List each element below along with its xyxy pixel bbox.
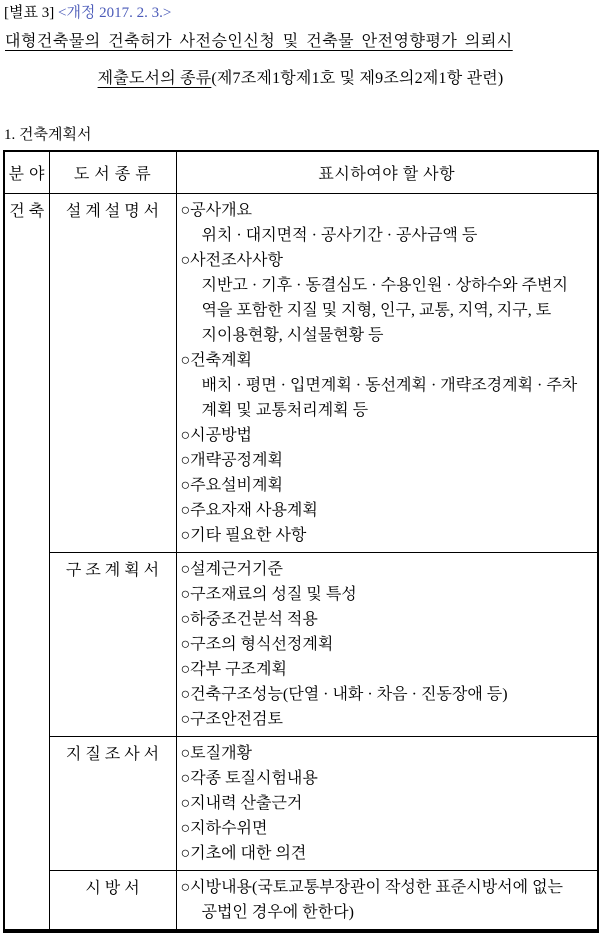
document-table: [3, 150, 599, 933]
table-row: [4, 870, 598, 931]
circle-bullet-icon: ○: [180, 251, 191, 269]
required-items-cell: [176, 870, 598, 931]
circle-bullet-icon: ○: [180, 526, 191, 544]
column-header-required-items: 표시하여야 할 사항: [176, 151, 598, 193]
section-label: 1. 건축계획서: [4, 127, 92, 143]
item-continuation-line: 공법인 경우에 한한다): [201, 903, 354, 921]
table-header-row: [4, 151, 598, 193]
circle-bullet-icon: ○: [180, 585, 191, 603]
document-title-line1: [5, 31, 598, 53]
item-line: ○사전조사사항: [180, 251, 283, 269]
item-line: ○공사개요: [180, 201, 252, 219]
doc-type-cell: 시 방 서: [49, 870, 176, 931]
document-page: [3, 4, 598, 933]
circle-bullet-icon: ○: [180, 426, 191, 444]
annex-label: [별표 3]: [4, 5, 58, 21]
title-line2-reference: (제7조제1항제1호 및 제9조의2제1항 관련): [211, 70, 504, 87]
doc-type-cell: 지 질 조 사 서: [49, 736, 176, 870]
column-header-doc-type: 도 서 종 류: [49, 151, 176, 193]
circle-bullet-icon: ○: [180, 769, 191, 787]
doc-type-cell: 설 계 설 명 서: [49, 193, 176, 552]
circle-bullet-icon: ○: [180, 610, 191, 628]
table-row: [4, 552, 598, 736]
circle-bullet-icon: ○: [180, 351, 191, 369]
item-line: ○건축계획: [180, 351, 252, 369]
circle-bullet-icon: ○: [180, 744, 191, 762]
item-line: ○건축구조성능(단열 · 내화 · 차음 · 진동장애 등): [180, 685, 508, 703]
item-continuation-line: 지반고 · 기후 · 동결심도 · 수용인원 · 상하수와 주변지: [201, 276, 568, 294]
document-title-line2: [3, 68, 598, 90]
item-line: ○각부 구조계획: [180, 660, 287, 678]
circle-bullet-icon: ○: [180, 501, 191, 519]
required-items-cell: [176, 193, 598, 552]
title-line1-text: 대형건축물의 건축허가 사전승인신청 및 건축물 안전영향평가 의뢰시: [5, 33, 513, 50]
item-line: ○구조재료의 성질 및 특성: [180, 585, 357, 603]
circle-bullet-icon: ○: [180, 635, 191, 653]
table-row: [4, 193, 598, 552]
item-line: ○주요자재 사용계획: [180, 501, 318, 519]
title-line2-underlined: 제출도서의 종류: [97, 70, 212, 87]
item-line: ○주요설비계획: [180, 476, 283, 494]
item-continuation-line: 지이용현황, 시설물현황 등: [201, 326, 384, 344]
document-headline: [4, 4, 598, 22]
item-line: ○하중조건분석 적용: [180, 610, 318, 628]
item-line: ○구조의 형식선정계획: [180, 635, 334, 653]
required-items-cell: [176, 552, 598, 736]
circle-bullet-icon: ○: [180, 710, 191, 728]
column-header-field: 분 야: [4, 151, 49, 193]
table-row: [4, 736, 598, 870]
circle-bullet-icon: ○: [180, 560, 191, 578]
item-line: ○지내력 산출근거: [180, 794, 303, 812]
item-continuation-line: 배치 · 평면 · 입면계획 · 동선계획 · 개략조경계획 · 주차: [201, 376, 578, 394]
item-line: ○구조안전검토: [180, 710, 283, 728]
circle-bullet-icon: ○: [180, 685, 191, 703]
circle-bullet-icon: ○: [180, 476, 191, 494]
circle-bullet-icon: ○: [180, 451, 191, 469]
item-line: ○토질개황: [180, 744, 252, 762]
circle-bullet-icon: ○: [180, 819, 191, 837]
circle-bullet-icon: ○: [180, 201, 191, 219]
circle-bullet-icon: ○: [180, 794, 191, 812]
item-continuation-line: 위치 · 대지면적 · 공사기간 · 공사금액 등: [201, 226, 478, 244]
revision-note: <개정 2017. 2. 3.>: [57, 5, 172, 21]
item-line: ○설계근거기준: [180, 560, 283, 578]
item-continuation-line: 역을 포함한 지질 및 지형, 인구, 교통, 지역, 지구, 토: [201, 301, 552, 319]
item-line: ○기초에 대한 의견: [180, 844, 307, 862]
circle-bullet-icon: ○: [180, 660, 191, 678]
item-line: ○기타 필요한 사항: [180, 526, 307, 544]
item-line: ○각종 토질시험내용: [180, 769, 318, 787]
item-line: ○시방내용(국토교통부장관이 작성한 표준시방서에 없는: [180, 878, 563, 896]
required-items-cell: [176, 736, 598, 870]
item-line: ○시공방법: [180, 426, 252, 444]
item-line: ○지하수위면: [180, 819, 268, 837]
item-continuation-line: 계획 및 교통처리계획 등: [201, 401, 369, 419]
doc-type-cell: 구 조 계 획 서: [49, 552, 176, 736]
field-cell: 건 축: [4, 193, 49, 931]
circle-bullet-icon: ○: [180, 844, 191, 862]
item-line: ○개략공정계획: [180, 451, 283, 469]
circle-bullet-icon: ○: [180, 878, 191, 896]
